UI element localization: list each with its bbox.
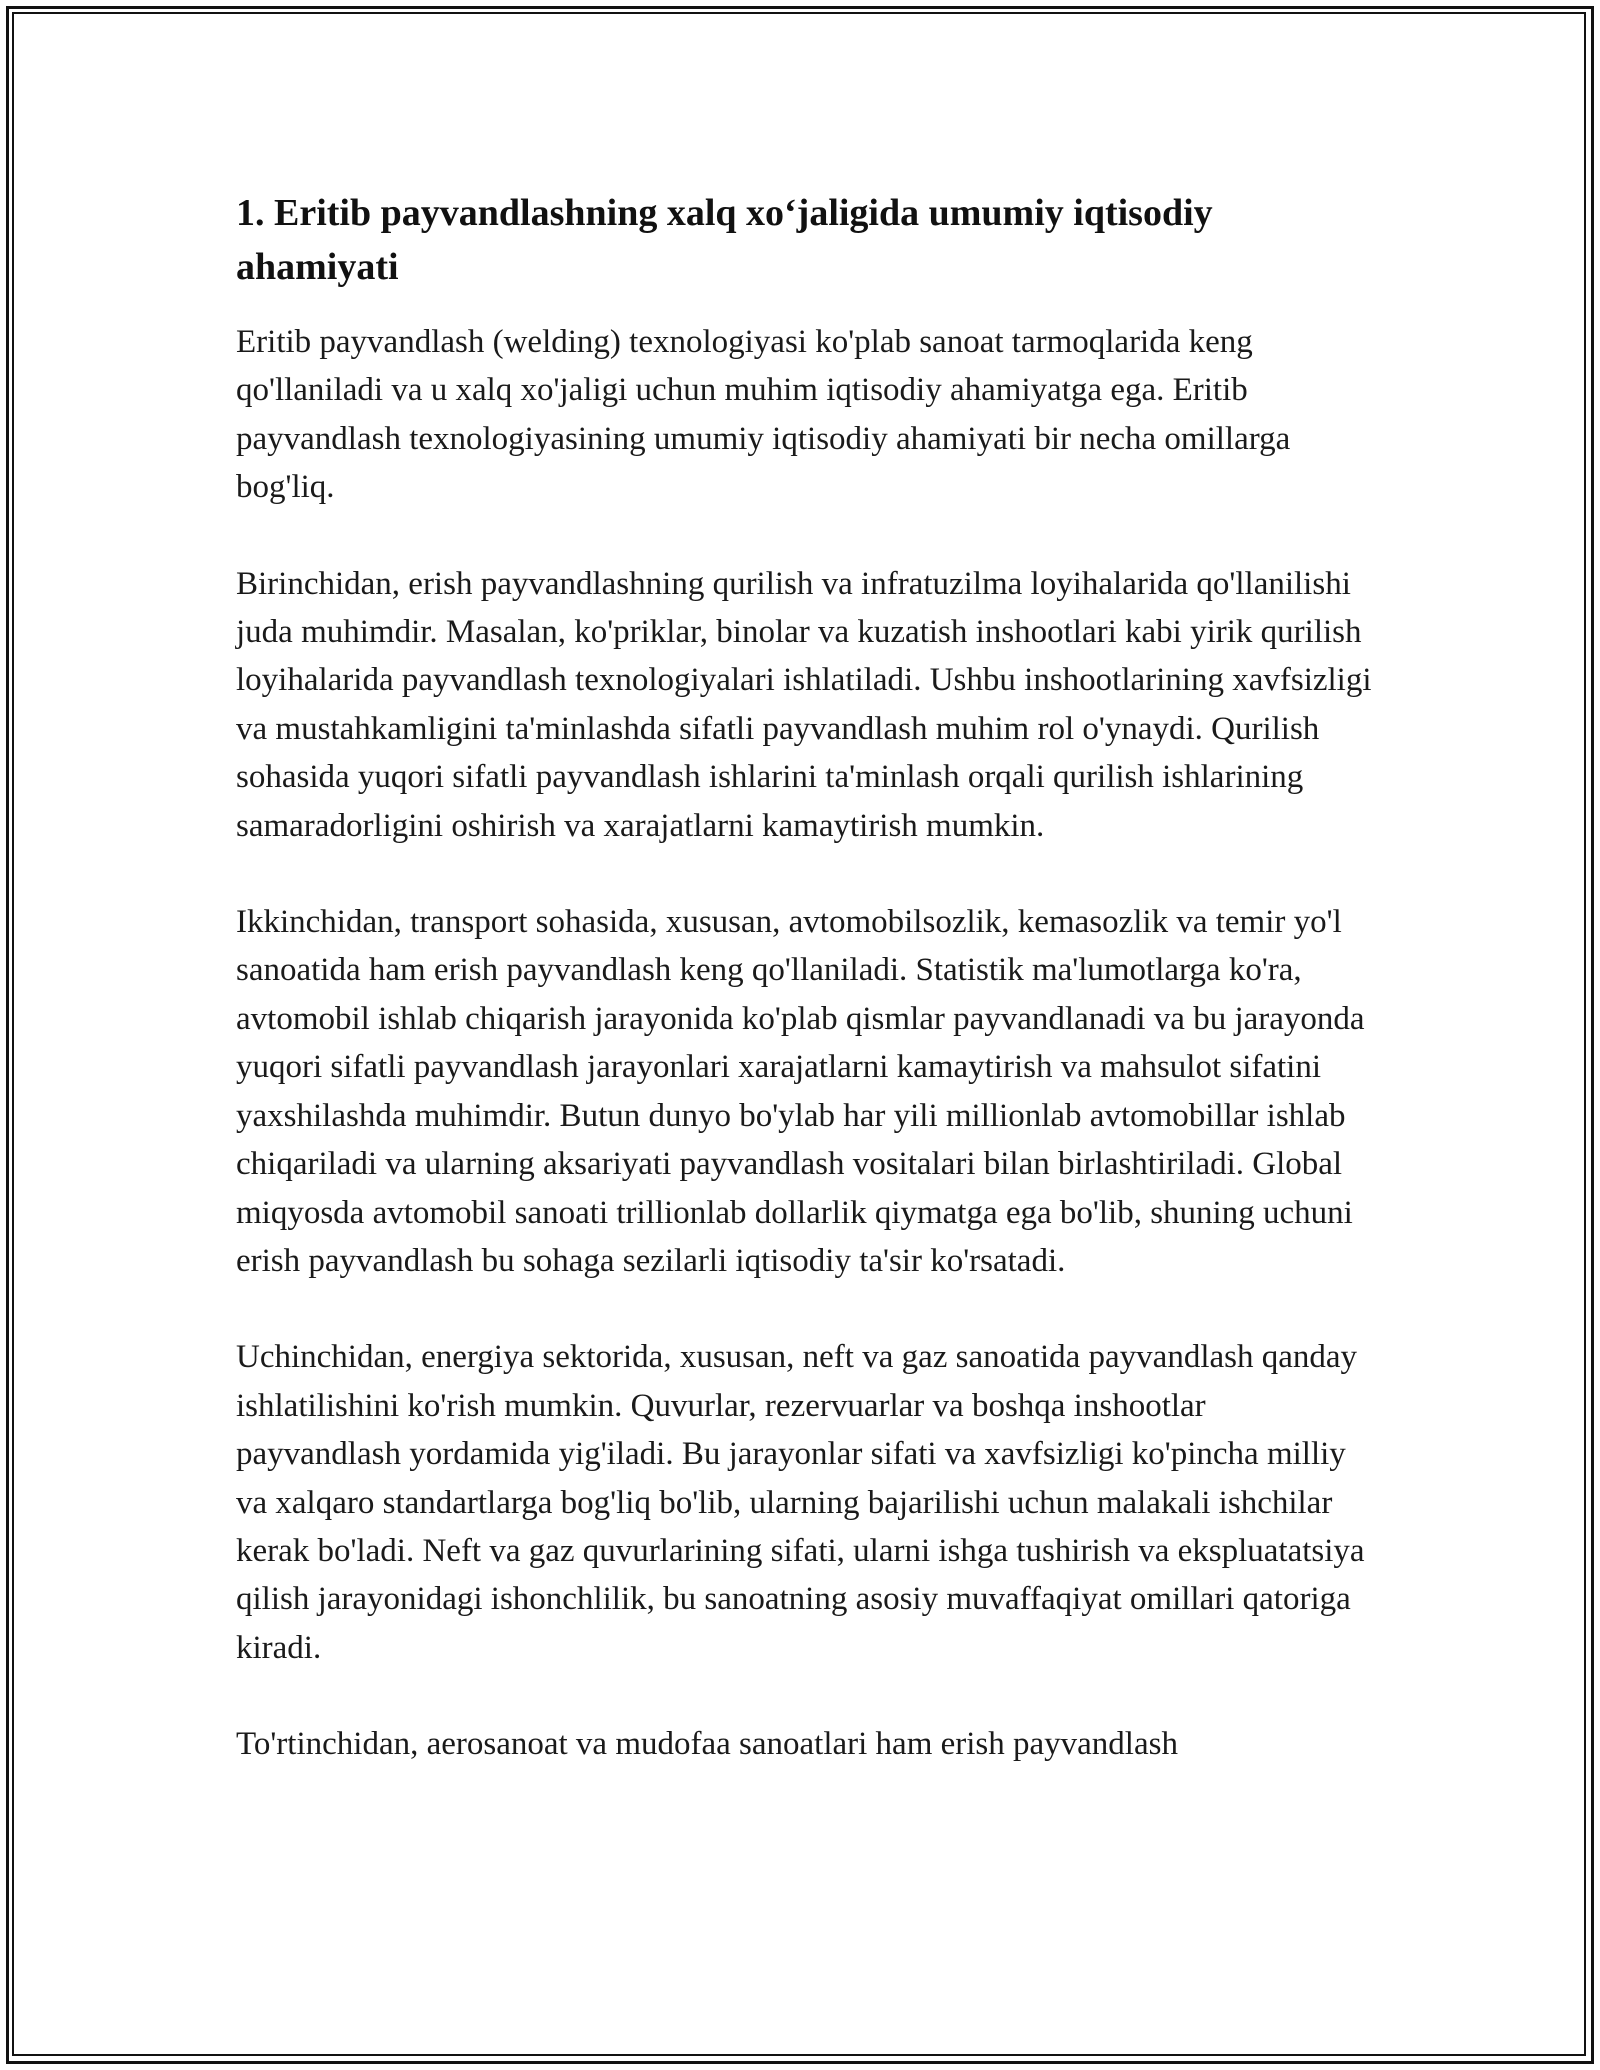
document-body	[236, 186, 1376, 1817]
paragraph-energy: Uchinchidan, energiya sektorida, xususan, neft va gaz sanoatida payvandlash qanday ishlatilishini ko'rish mumkin. Quvurlar, rezervuarlar va boshqa inshootlar payvandlash yordamida yig'iladi. Bu jarayonlar sifati va xavfsizligi ko'pincha milliy va xalqaro standartlarga bog'liq bo'lib, ularning bajarilishi uchun malakali ishchilar kerak bo'ladi. Neft va gaz quvurlarining sifati, ularni ishga tushirish va ekspluatatsiya qilish jarayonidagi ishonchlilik, bu sanoatning asosiy muvaffaqiyat omillari qatoriga kiradi.	[236, 1339, 1365, 1666]
paragraph-transport: Ikkinchidan, transport sohasida, xususan, avtomobilsozlik, kemasozlik va temir yo'l sanoatida ham erish payvandlash keng qo'llaniladi. Statistik ma'lumotlarga ko'ra, avtomobil ishlab chiqarish jarayonida ko'plab qismlar payvandlanadi va bu jarayonda yuqori sifatli payvandlash jarayonlari xarajatlarni kamaytirish va mahsulot sifatini yaxshilashda muhimdir. Butun dunyo bo'ylab har yili millionlab avtomobillar ishlab chiqariladi va ularning aksariyati payvandlash vositalari bilan birlashtiriladi. Global miqyosda avtomobil sanoati trillionlab dollarlik qiymatga ega bo'lib, shuning uchuni erish payvandlash bu sohaga sezilarli iqtisodiy ta'sir ko'rsatadi.	[236, 904, 1365, 1279]
paragraph-intro: Eritib payvandlash (welding) texnologiyasi ko'plab sanoat tarmoqlarida keng qo'llaniladi va u xalq xo'jaligi uchun muhim iqtisodiy ahamiyatga ega. Eritib payvandlash texnologiyasining umumiy iqtisodiy ahamiyati bir necha omillarga bog'liq.	[236, 324, 1291, 506]
paragraph-construction: Birinchidan, erish payvandlashning qurilish va infratuzilma loyihalarida qo'llanilishi juda muhimdir. Masalan, ko'priklar, binolar va kuzatish inshootlari kabi yirik qurilish loyihalarida payvandlash texnologiyalari ishlatiladi. Ushbu inshootlarining xavfsizligi va mustahkamligini ta'minlashda sifatli payvandlash muhim rol o'ynaydi. Qurilish sohasida yuqori sifatli payvandlash ishlarini ta'minlash orqali qurilish ishlarining samaradorligini oshirish va xarajatlarni kamaytirish mumkin.	[236, 565, 1372, 844]
section-heading: 1. Eritib payvandlashning xalq xo‘jaligida umumiy iqtisodiy ahamiyati	[236, 192, 1213, 288]
paragraph-aerospace: To'rtinchidan, aerosanoat va mudofaa sanoatlari ham erish payvandlash	[236, 1726, 1178, 1763]
